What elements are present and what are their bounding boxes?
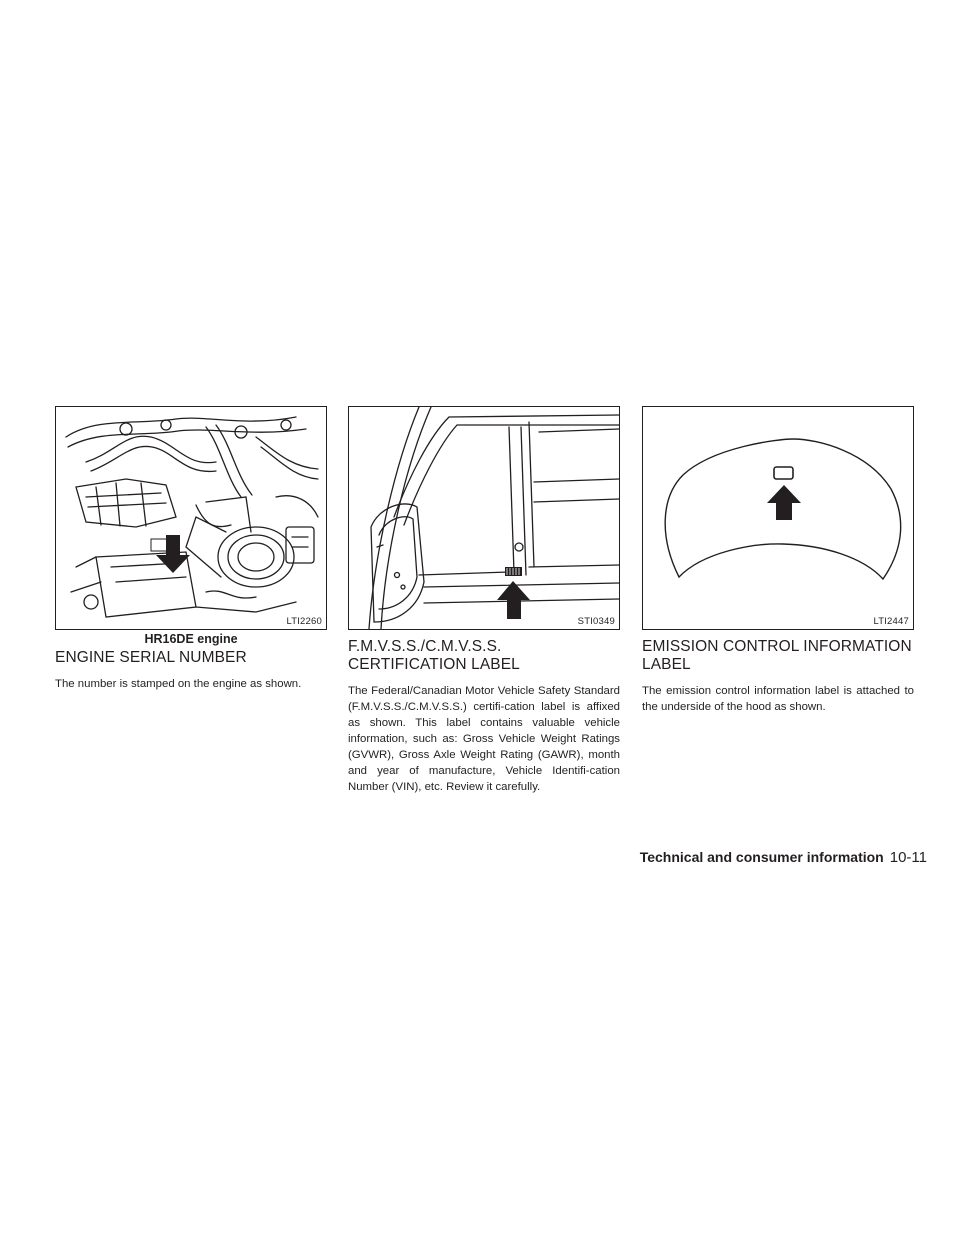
- certification-column: [348, 406, 620, 795]
- footer-section-title: Technical and consumer information: [639, 849, 884, 865]
- section-body: The emission control information label is attached to the underside of the hood as shown.: [642, 685, 914, 713]
- engine-compartment-illustration: [56, 407, 326, 629]
- engine-serial-column: [55, 406, 327, 692]
- emission-column: [642, 406, 914, 715]
- page-footer: [640, 849, 927, 866]
- up-arrow-icon: [767, 485, 801, 520]
- page-number: 10-11: [889, 849, 927, 866]
- section-heading: F.M.V.S.S./C.M.V.S.S. CERTIFICATION LABEL: [348, 638, 520, 673]
- hood-underside-illustration: [643, 407, 913, 629]
- door-figure: [348, 406, 620, 630]
- figure-caption: HR16DE engine: [144, 632, 238, 646]
- engine-figure: [55, 406, 327, 630]
- figure-id: STI0349: [577, 616, 615, 627]
- figure-id: LTI2260: [286, 616, 322, 627]
- section-body: The Federal/Canadian Motor Vehicle Safety Standard (F.M.V.S.S./C.M.V.S.S.) certifi-cation label is affixed as shown. This label contains valuable vehicle information, such as: Gross Vehicle Weight Ratings (GVWR), Gross Axle Weight Rating (GAWR), month and year of manufacture, Vehicle Identifi-cation Number (VIN), etc. Review it carefully.: [348, 685, 620, 793]
- section-heading: ENGINE SERIAL NUMBER: [55, 649, 247, 666]
- up-arrow-icon: [497, 581, 530, 619]
- door-jamb-illustration: [349, 407, 619, 629]
- hood-figure: [642, 406, 914, 630]
- section-body: The number is stamped on the engine as shown.: [55, 678, 302, 690]
- figure-id: LTI2447: [873, 616, 909, 627]
- section-heading: EMISSION CONTROL INFORMATION LABEL: [642, 638, 912, 673]
